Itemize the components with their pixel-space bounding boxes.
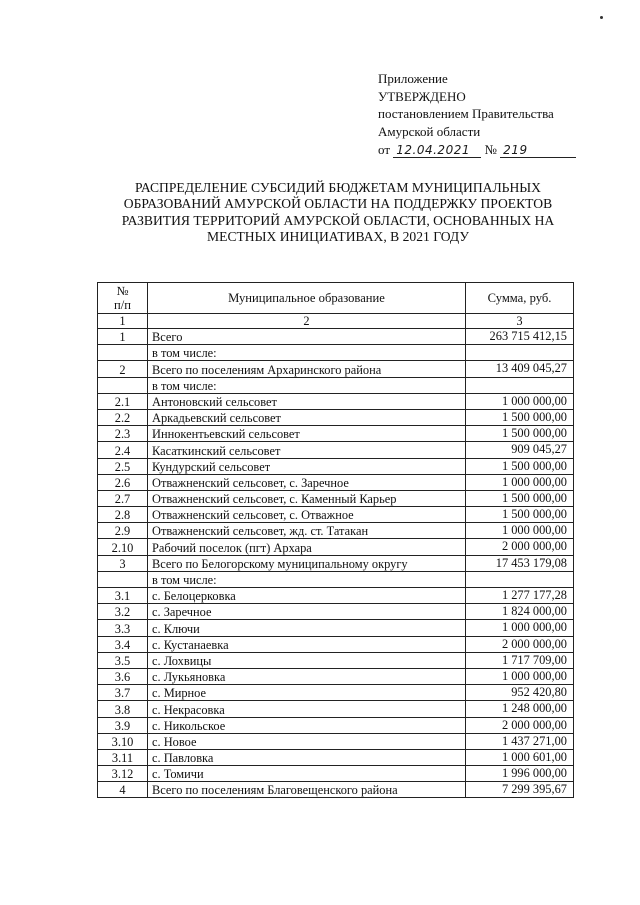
row-municipality: в том числе: (148, 571, 466, 587)
row-sum (466, 345, 574, 361)
table-row (98, 426, 574, 442)
table-row (98, 701, 574, 717)
row-municipality: Отважненский сельсовет, жд. ст. Татакан (148, 523, 466, 539)
table-row (98, 523, 574, 539)
row-sum: 952 420,80 (466, 685, 574, 701)
row-number: 3.1 (98, 588, 148, 604)
row-sum: 1 500 000,00 (466, 507, 574, 523)
row-number (98, 377, 148, 393)
table-row (98, 571, 574, 587)
row-sum: 1 277 177,28 (466, 588, 574, 604)
row-number: 2.8 (98, 507, 148, 523)
column-index: 3 (466, 314, 574, 329)
header-sum: Сумма, руб. (466, 283, 574, 314)
row-sum: 263 715 412,15 (466, 329, 574, 345)
row-number: 3.12 (98, 766, 148, 782)
row-sum: 17 453 179,08 (466, 555, 574, 571)
row-municipality: Всего (148, 329, 466, 345)
table-row (98, 636, 574, 652)
row-sum: 1 000 000,00 (466, 393, 574, 409)
row-number: 2.1 (98, 393, 148, 409)
row-municipality: Кундурский сельсовет (148, 458, 466, 474)
row-municipality: с. Некрасовка (148, 701, 466, 717)
table-row (98, 442, 574, 458)
row-number: 3.11 (98, 749, 148, 765)
row-number: 2 (98, 361, 148, 377)
row-municipality: с. Заречное (148, 604, 466, 620)
row-number: 2.3 (98, 426, 148, 442)
row-municipality: Всего по Белогорскому муниципальному округу (148, 555, 466, 571)
table-row (98, 733, 574, 749)
row-number: 3.10 (98, 733, 148, 749)
row-municipality: с. Белоцерковка (148, 588, 466, 604)
row-municipality: Отважненский сельсовет, с. Отважное (148, 507, 466, 523)
row-number: 3.8 (98, 701, 148, 717)
column-index: 2 (148, 314, 466, 329)
approval-date-row (378, 141, 618, 159)
row-municipality: Аркадьевский сельсовет (148, 409, 466, 425)
row-municipality: в том числе: (148, 345, 466, 361)
handwritten-number: 219 (500, 143, 576, 158)
row-number: 2.10 (98, 539, 148, 555)
table-row (98, 604, 574, 620)
approval-line-resolution: постановлением Правительства (378, 106, 554, 121)
table-row (98, 458, 574, 474)
row-municipality: Отважненский сельсовет, с. Каменный Карьер (148, 490, 466, 506)
row-sum: 1 248 000,00 (466, 701, 574, 717)
row-number: 2.9 (98, 523, 148, 539)
scan-speck (600, 16, 603, 19)
approval-stamp (378, 70, 618, 159)
table-row (98, 329, 574, 345)
table-row (98, 507, 574, 523)
row-number: 3.2 (98, 604, 148, 620)
table-row (98, 620, 574, 636)
row-number: 3.4 (98, 636, 148, 652)
row-number: 3.7 (98, 685, 148, 701)
row-municipality: Всего по поселениям Благовещенского района (148, 782, 466, 798)
row-municipality: с. Мирное (148, 685, 466, 701)
approval-line-region: Амурской области (378, 123, 481, 139)
row-municipality: с. Ключи (148, 620, 466, 636)
row-sum: 909 045,27 (466, 442, 574, 458)
number-prefix: № (484, 142, 497, 157)
row-sum: 1 000 000,00 (466, 523, 574, 539)
row-number: 2.2 (98, 409, 148, 425)
row-municipality: с. Кустанаевка (148, 636, 466, 652)
row-sum: 1 000 000,00 (466, 620, 574, 636)
row-sum (466, 377, 574, 393)
header-number (98, 283, 148, 314)
row-municipality: с. Новое (148, 733, 466, 749)
row-number: 2.5 (98, 458, 148, 474)
row-sum: 1 500 000,00 (466, 409, 574, 425)
date-prefix: от (378, 142, 391, 157)
header-municipality: Муниципальное образование (148, 283, 466, 314)
table-row (98, 668, 574, 684)
row-number: 3.3 (98, 620, 148, 636)
table-row (98, 555, 574, 571)
row-number (98, 571, 148, 587)
table-row (98, 377, 574, 393)
row-number: 3.5 (98, 652, 148, 668)
table-row (98, 749, 574, 765)
row-sum: 2 000 000,00 (466, 539, 574, 555)
row-sum: 1 000 000,00 (466, 474, 574, 490)
table-row (98, 717, 574, 733)
row-municipality: с. Лохвицы (148, 652, 466, 668)
row-sum: 1 437 271,00 (466, 733, 574, 749)
row-municipality: в том числе: (148, 377, 466, 393)
row-municipality: Отважненский сельсовет, с. Заречное (148, 474, 466, 490)
row-sum: 1 500 000,00 (466, 458, 574, 474)
row-sum: 13 409 045,27 (466, 361, 574, 377)
column-index-row (98, 314, 574, 329)
row-sum (466, 571, 574, 587)
column-index: 1 (98, 314, 148, 329)
row-number: 2.7 (98, 490, 148, 506)
document-title: РАСПРЕДЕЛЕНИЕ СУБСИДИЙ БЮДЖЕТАМ МУНИЦИПАЛЬНЫХ ОБРАЗОВАНИЙ АМУРСКОЙ ОБЛАСТИ НА ПОДДЕРЖКУ ПРОЕКТОВ РАЗВИТИЯ ТЕРРИТОРИЙ АМУРСКОЙ ОБЛАСТИ, ОСНОВАННЫХ НА МЕСТНЫХ ИНИЦИАТИВАХ, В 2021 ГОДУ (121, 180, 555, 244)
table-row (98, 539, 574, 555)
row-sum: 1 996 000,00 (466, 766, 574, 782)
row-municipality: с. Лукьяновка (148, 668, 466, 684)
table-row (98, 345, 574, 361)
row-number: 3 (98, 555, 148, 571)
row-municipality: Иннокентьевский сельсовет (148, 426, 466, 442)
row-number: 2.6 (98, 474, 148, 490)
header-number-line2: п/п (114, 298, 131, 312)
row-sum: 1 824 000,00 (466, 604, 574, 620)
subsidy-table (97, 282, 574, 798)
row-municipality: Всего по поселениям Архаринского района (148, 361, 466, 377)
table-row (98, 766, 574, 782)
row-municipality: Рабочий поселок (пгт) Архара (148, 539, 466, 555)
row-sum: 2 000 000,00 (466, 636, 574, 652)
table-row (98, 782, 574, 798)
row-sum: 1 500 000,00 (466, 426, 574, 442)
row-municipality: с. Павловка (148, 749, 466, 765)
row-number: 4 (98, 782, 148, 798)
row-sum: 7 299 395,67 (466, 782, 574, 798)
row-sum: 1 500 000,00 (466, 490, 574, 506)
table-row (98, 685, 574, 701)
row-sum: 1 000 000,00 (466, 668, 574, 684)
row-municipality: Касаткинский сельсовет (148, 442, 466, 458)
row-number: 1 (98, 329, 148, 345)
row-number: 2.4 (98, 442, 148, 458)
row-municipality: с. Никольское (148, 717, 466, 733)
row-number: 3.6 (98, 668, 148, 684)
row-number (98, 345, 148, 361)
table-row (98, 588, 574, 604)
row-number: 3.9 (98, 717, 148, 733)
table-header-row (98, 283, 574, 314)
row-sum: 1 717 709,00 (466, 652, 574, 668)
handwritten-date: 12.04.2021 (393, 143, 481, 158)
approval-line-approved: УТВЕРЖДЕНО (378, 88, 466, 104)
row-municipality: с. Томичи (148, 766, 466, 782)
table-row (98, 393, 574, 409)
row-sum: 1 000 601,00 (466, 749, 574, 765)
table-row (98, 361, 574, 377)
table-row (98, 490, 574, 506)
row-municipality: Антоновский сельсовет (148, 393, 466, 409)
approval-line-appendix: Приложение (378, 71, 448, 86)
table-row (98, 409, 574, 425)
header-number-line1: № (116, 284, 129, 298)
row-sum: 2 000 000,00 (466, 717, 574, 733)
table-row (98, 652, 574, 668)
table-row (98, 474, 574, 490)
